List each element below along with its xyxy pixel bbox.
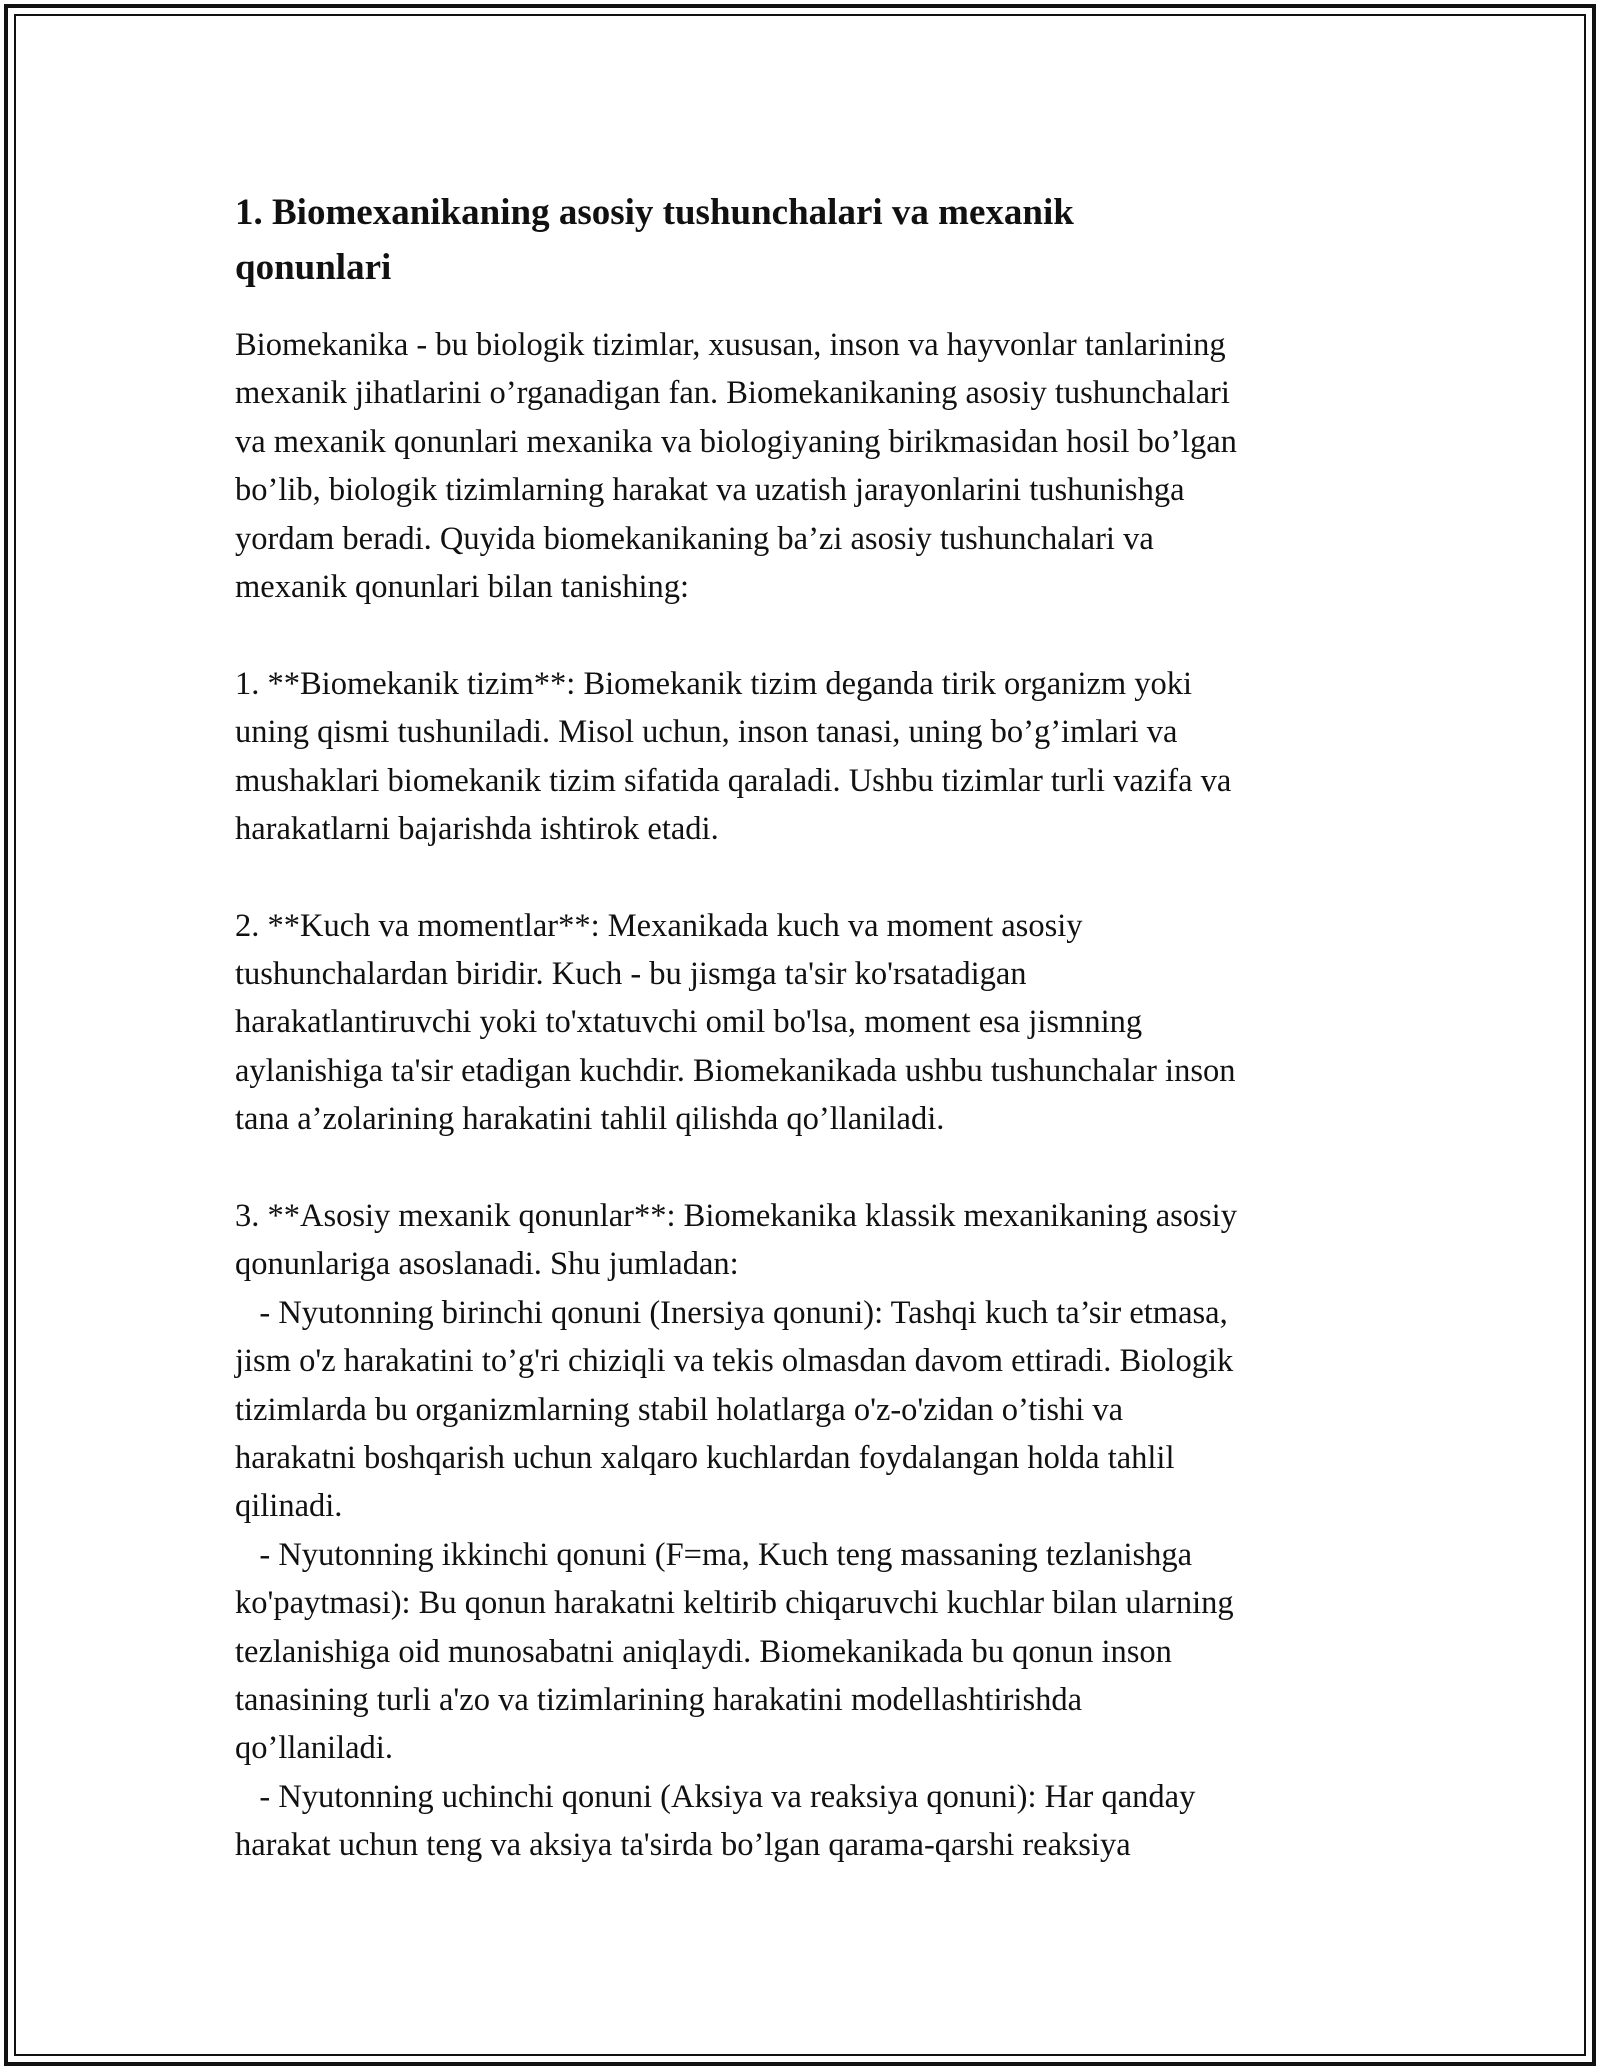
body-line: tana a’zolarining harakatini tahlil qilishda qo’llaniladi. <box>235 1101 945 1138</box>
body-line: aylanishiga ta'sir etadigan kuchdir. Biomekanikada ushbu tushunchalar inson <box>235 1052 1236 1089</box>
body-line: tanasining turli a'zo va tizimlarining harakatini modellashtirishda <box>235 1681 1083 1718</box>
body-line: tezlanishiga oid munosabatni aniqlaydi. Biomekanikada bu qonun inson <box>235 1633 1172 1670</box>
body-line: uning qismi tushuniladi. Misol uchun, inson tanasi, uning bo’g’imlari va <box>235 714 1178 751</box>
body-line: harakatlarni bajarishda ishtirok etadi. <box>235 810 719 847</box>
blank-line <box>235 853 1375 901</box>
body-line: qonunlariga asoslanadi. Shu jumladan: <box>235 1246 739 1283</box>
body-line: 1. **Biomekanik tizim**: Biomekanik tizim deganda tirik organizm yoki <box>235 665 1193 702</box>
body-line: - Nyutonning birinchi qonuni (Inersiya qonuni): Tashqi kuch ta’sir etmasa, <box>235 1294 1228 1331</box>
body-text <box>235 321 1375 1870</box>
body-line: va mexanik qonunlari mexanika va biologiyaning birikmasidan hosil bo’lgan <box>235 423 1237 460</box>
body-line: - Nyutonning uchinchi qonuni (Aksiya va reaksiya qonuni): Har qanday <box>235 1778 1196 1815</box>
body-line: harakatlantiruvchi yoki to'xtatuvchi omil bo'lsa, moment esa jismning <box>235 1004 1143 1041</box>
blank-line <box>235 1144 1375 1192</box>
body-line: mushaklari biomekanik tizim sifatida qaraladi. Ushbu tizimlar turli vazifa va <box>235 762 1232 799</box>
body-line: harakat uchun teng va aksiya ta'sirda bo’lgan qarama-qarshi reaksiya <box>235 1827 1131 1864</box>
body-line: 2. **Kuch va momentlar**: Mexanikada kuch va moment asosiy <box>235 907 1083 944</box>
body-line: mexanik qonunlari bilan tanishing: <box>235 568 690 605</box>
body-line: qilinadi. <box>235 1488 343 1525</box>
body-line: - Nyutonning ikkinchi qonuni (F=ma, Kuch teng massaning tezlanishga <box>235 1536 1193 1573</box>
body-line: tizimlarda bu organizmlarning stabil holatlarga o'z-o'zidan o’tishi va <box>235 1391 1124 1428</box>
body-line: 3. **Asosiy mexanik qonunlar**: Biomekanika klassik mexanikaning asosiy <box>235 1198 1237 1235</box>
body-line: mexanik jihatlarini o’rganadigan fan. Biomekanikaning asosiy tushunchalari <box>235 375 1230 412</box>
heading-line: 1. Biomexanikaning asosiy tushunchalari va mexanik <box>235 192 1074 233</box>
body-line: Biomekanika - bu biologik tizimlar, xususan, inson va hayvonlar tanlarining <box>235 327 1226 363</box>
body-line: bo’lib, biologik tizimlarning harakat va uzatish jarayonlarini tushunishga <box>235 472 1185 509</box>
body-line: qo’llaniladi. <box>235 1730 393 1767</box>
body-line: ko'paytmasi): Bu qonun harakatni keltirib chiqaruvchi kuchlar bilan ularning <box>235 1585 1234 1622</box>
heading-line: qonunlari <box>235 247 392 288</box>
blank-line <box>235 611 1375 659</box>
body-line: jism o'z harakatini to’g'ri chiziqli va tekis olmasdan davom ettiradi. Biologik <box>235 1343 1234 1380</box>
body-line: yordam beradi. Quyida biomekanikaning ba’zi asosiy tushunchalari va <box>235 520 1154 557</box>
document-content <box>235 185 1375 1870</box>
body-line: tushunchalardan biridir. Kuch - bu jismga ta'sir ko'rsatadigan <box>235 956 1027 993</box>
body-line: harakatni boshqarish uchun xalqaro kuchlardan foydalangan holda tahlil <box>235 1439 1175 1476</box>
section-heading <box>235 185 1375 295</box>
